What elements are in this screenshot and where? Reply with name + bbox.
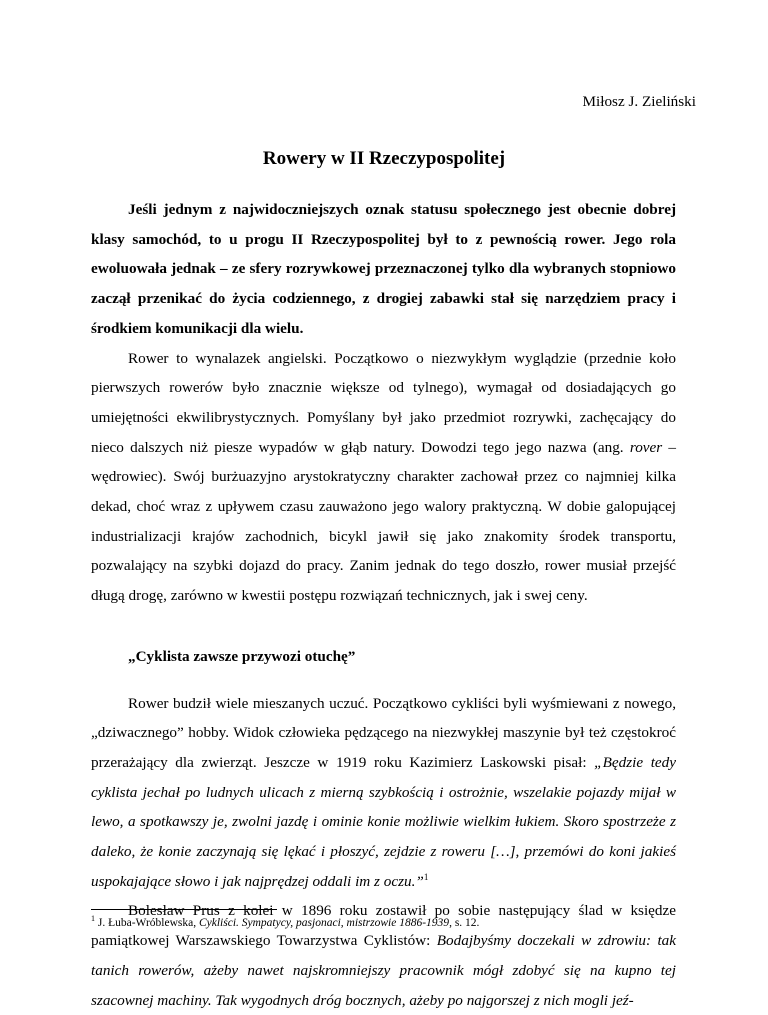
article-body [91,195,676,1015]
paragraph-3-text: Bolesław Prus z kolei w 1896 roku zostawił po sobie następujący ślad w księdze pamiątkowej Warszawskiego Towarzystwa Cyklistów: [91,902,676,950]
paragraph-3 [91,896,676,1015]
footnote-reference[interactable]: 1 [423,871,429,882]
lead-paragraph: Jeśli jednym z najwidoczniejszych oznak statusu społecznego jest obecnie dobrej klasy samochód, to u progu II Rzeczypospolitej był to z pewnością rower. Jego rola ewoluowała jednak – ze sfery rozrywkowej przeznaczonej tylko dla wybranych stopniowo zaczął przenikać do życia codziennego, z drogiej zabawki stał się narzędziem pracy i środkiem komunikacji dla wielu. [91,201,676,337]
footnote [91,916,691,931]
footnote-separator [91,909,277,910]
paragraph-2-text: Rower budził wiele mieszanych uczuć. Początkowo cykliści byli wyśmiewani z nowego, „dziwacznego” hobby. Widok człowieka pędzącego na niezwykłej maszynie był też częstokroć przerażający dla zwierząt. Jeszcze w 1919 roku Kazimierz Laskowski pisał: [91,694,676,771]
paragraph-1 [91,344,676,611]
paragraph-1-text-a: Rower to wynalazek angielski. Początkowo o niezwykłym wyglądzie (przednie koło pierwszych rowerów było znacznie większe od tylnego), wymagał od dosiadających go umiejętności ekwilibrystycznych. Pomyślany był jako przedmiot rozrywki, zachęcający do nieco dalszych niż piesze wypadów w głąb natury. Dowodzi tego jego nazwa (ang. [91,349,676,456]
prus-quote: Bodajbyśmy doczekali w zdrowiu: tak tanich rowerów, ażeby nawet najskromniejszy pracownik mógł zdobyć się na kupno tej szacownej machiny. Tak wygodnych dróg bocznych, ażeby po najgorszej z nich mogli jeź- [91,932,676,1009]
article-title: Rowery w II Rzeczypospolitej [262,148,506,169]
author-name: Miłosz J. Zieliński [582,93,696,110]
laskowski-quote: „Będzie tedy cyklista jechał po ludnych ulicach z mierną szybkością i ostrożnie, wszelakie pojazdy mijał w lewo, a spotkawszy je, zwolni jazdę i ominie konie możliwie wielkim łukiem. Skoro spostrzeże z daleko, że konie zaczynają się lękać i płoszyć, zejdzie z roweru […], przemówi do koni jakieś uspokajające słowo i jak najprędzej oddali im z oczu.” [91,753,676,890]
section-heading: „Cyklista zawsze przywozi otuchę” [128,647,356,665]
footnote-author: J. Łuba-Wróblewska, [95,917,199,929]
footnote-number: 1 [91,914,95,924]
paragraph-1-text-b: – wędrowiec). Swój burżuazyjno arystokratyczny charakter zachował przez co najmniej kilka dekad, choć wraz z upływem czasu zauważono jego walory praktyczną. W dobie galopującej industrializacji krajów zachodnich, bicykl jawił się jako znakomity środek transportu, pozwalający na szybki dojazd do pracy. Zanim jednak do tego doszło, rower musiał przejść długą drogę, zarówno w kwestii postępu rozwiązań technicznych, jak i swej ceny. [91,438,677,605]
term-rover: rover [629,438,663,456]
footnote-pages: , s. 12. [449,917,480,929]
footnote-book-title: Cykliści. Sympatycy, pasjonaci, mistrzowie 1886-1939 [198,917,450,929]
paragraph-2 [91,689,676,897]
